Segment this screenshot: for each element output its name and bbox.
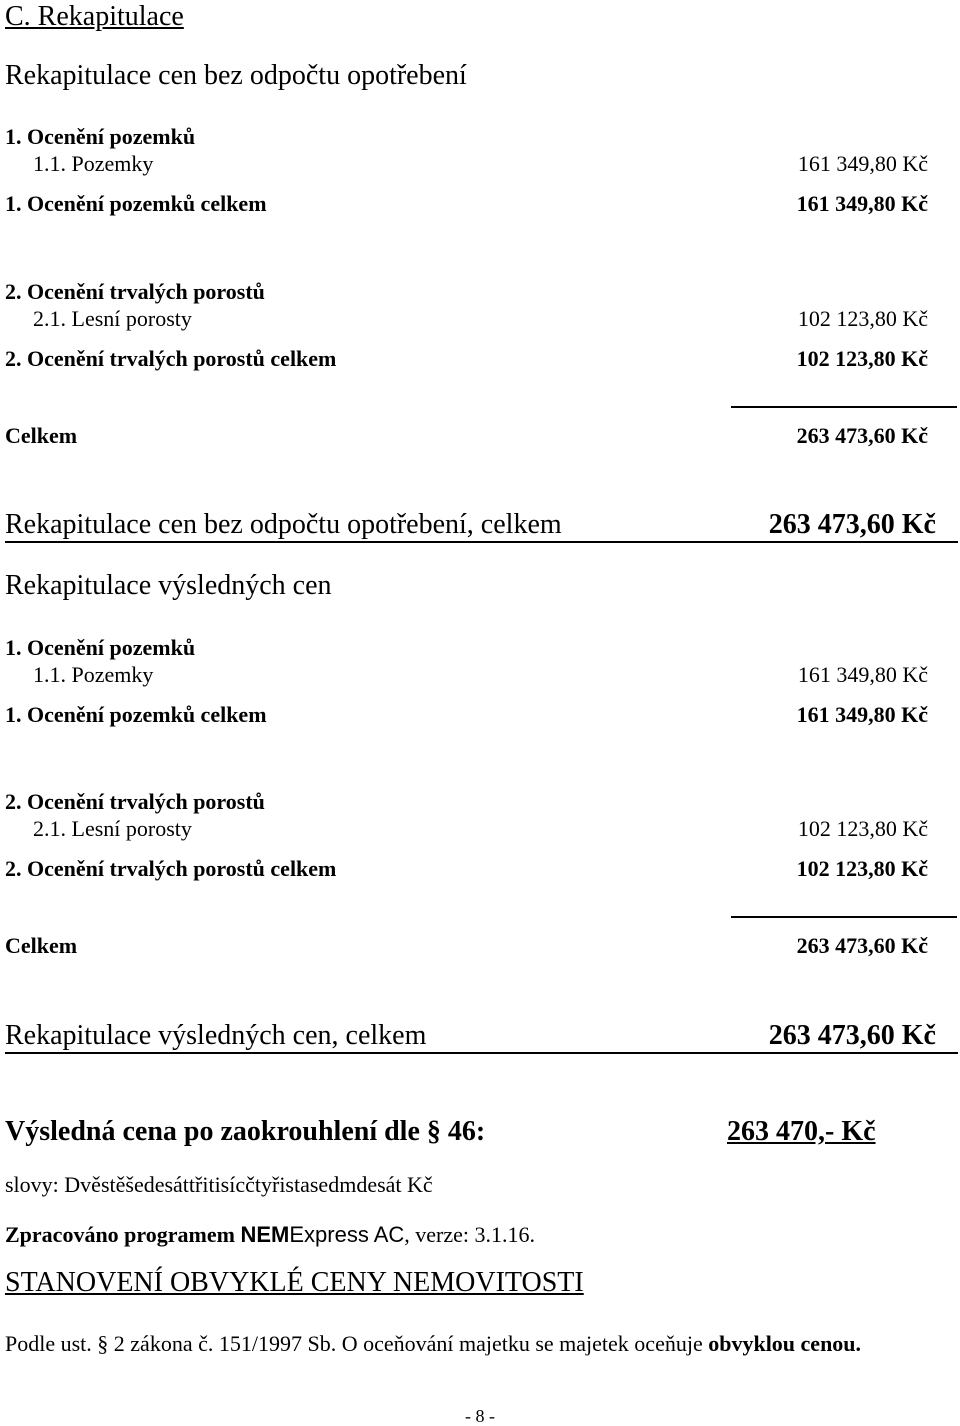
block2-group2-item-label: 2.1. Lesní porosty [33,816,192,841]
block2-group2-header: 2. Ocenění trvalých porostů [5,789,265,814]
block2-final-label: Rekapitulace výsledných cen, celkem [5,1020,427,1051]
block2-heading: Rekapitulace výsledných cen [5,570,332,601]
block1-group2-total-value: 102 123,80 Kč [796,346,928,371]
block2-group2-item-value: 102 123,80 Kč [797,816,928,841]
block1-group1-item-value: 161 349,80 Kč [797,151,928,176]
block2-sum-label: Celkem [5,933,78,958]
block1-group1-item-label: 1.1. Pozemky [33,151,154,176]
block2-group1-total-value: 161 349,80 Kč [796,702,928,727]
result-value: 263 470,- Kč [727,1116,876,1147]
block1-group2-header: 2. Ocenění trvalých porostů [5,279,265,304]
stanoveni-heading: STANOVENÍ OBVYKLÉ CENY NEMOVITOSTI [5,1267,584,1298]
block2-group2-total-label: 2. Ocenění trvalých porostů celkem [5,856,337,881]
result-words: slovy: Dvěstěšedesáttřitisícčtyřistasedmdesát Kč [5,1172,433,1197]
block1-group2-item-value: 102 123,80 Kč [797,306,928,331]
block2-final-value: 263 473,60 Kč [768,1020,936,1051]
processed-prefix: Zpracováno programem [5,1222,235,1247]
page-number: - 8 - [465,1406,495,1426]
block2-group1-item-label: 1.1. Pozemky [33,662,154,687]
block2-sum-value: 263 473,60 Kč [796,933,928,958]
processed-brand-rest: Express AC [289,1222,405,1247]
block2-group1-item-value: 161 349,80 Kč [797,662,928,687]
block1-group2-item-label: 2.1. Lesní porosty [33,306,192,331]
processed-brand-bold: NEM [240,1222,290,1247]
stanoveni-text-prefix: Podle ust. § 2 zákona č. 151/1997 Sb. O oceňování majetku se majetek oceňuje [5,1331,703,1356]
block1-group2-total-label: 2. Ocenění trvalých porostů celkem [5,346,337,371]
block2-sum-rule [731,916,957,918]
block1-group1-header: 1. Ocenění pozemků [5,124,196,149]
block1-heading: Rekapitulace cen bez odpočtu opotřebení [5,60,467,91]
block1-final-value: 263 473,60 Kč [768,509,936,540]
block2-group1-total-label: 1. Ocenění pozemků celkem [5,702,267,727]
block1-group1-total-label: 1. Ocenění pozemků celkem [5,191,267,216]
block1-sum-label: Celkem [5,423,78,448]
result-label: Výsledná cena po zaokrouhlení dle § 46: [5,1116,486,1147]
processed-suffix: , verze: 3.1.16. [404,1222,536,1247]
block2-group2-total-value: 102 123,80 Kč [796,856,928,881]
block1-group1-total-value: 161 349,80 Kč [796,191,928,216]
block2-group1-header: 1. Ocenění pozemků [5,635,196,660]
block1-final-rule [5,541,958,543]
block1-sum-rule [731,406,957,408]
processed-line [5,1224,535,1246]
block1-sum-value: 263 473,60 Kč [796,423,928,448]
stanoveni-text [5,1333,861,1355]
block1-final-label: Rekapitulace cen bez odpočtu opotřebení, celkem [5,509,562,540]
stanoveni-text-bold: obvyklou cenou. [708,1331,862,1356]
section-title: C. Rekapitulace [5,1,184,32]
block2-final-rule [5,1052,958,1054]
